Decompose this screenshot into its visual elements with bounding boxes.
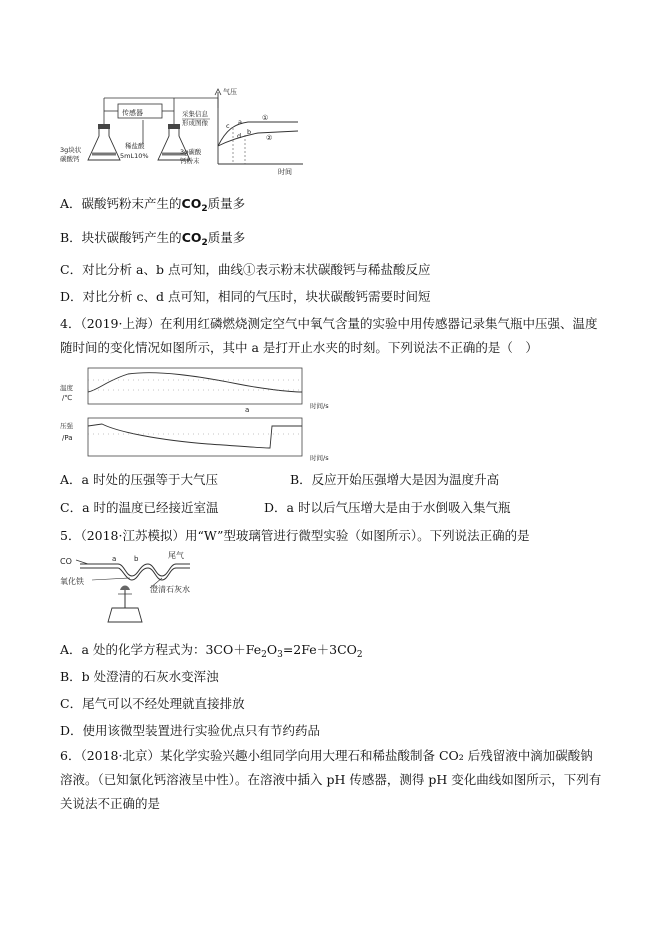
collect-label-2: 形成图像 [182, 119, 208, 127]
curve-1-label: ① [262, 114, 269, 122]
figure-sensor-apparatus [58, 78, 308, 178]
q5-option-c: C．尾气可以不经处理就直接排放 [60, 696, 245, 711]
q4-option-a: A．a 时处的压强等于大气压 [60, 472, 218, 487]
w-tube-co-label: CO [60, 557, 72, 566]
q4-option-c: C．a 时的温度已经接近室温 [60, 500, 219, 515]
w-tube-point-b: b [134, 555, 139, 563]
q5-stem: 5．（2018·江苏模拟）用“W”型玻璃管进行微型实验（如图所示）。下列说法正确的是 [60, 528, 530, 543]
q4-stem: 4．（2019·上海）在利用红磷燃烧测定空气中氧气含量的实验中用传感器记录集气瓶中压强、温度随时间的变化情况如图所示，其中 a 是打开止水夹的时刻。下列说法不正确的是（ ） [60, 316, 598, 355]
w-tube-limewater-label: 澄清石灰水 [150, 585, 190, 594]
q6-stem: 6．（2018·北京）某化学实验兴趣小组同学向用大理石和稀盐酸制备 CO₂ 后残留液中滴加碳酸钠溶液。（已知氯化钙溶液呈中性）。在溶液中插入 pH 传感器，测得 pH 变化曲线如图所示，下列有关说法不正确的是 [60, 748, 602, 811]
figure-temp-pressure-graphs [58, 362, 348, 462]
left-flask-label-2: 碳酸钙 [60, 155, 80, 163]
temp-axis-label-1: 温度 [60, 384, 73, 392]
sensor-label: 传感器 [122, 109, 143, 117]
graph-x-axis-label: 时间 [278, 168, 292, 176]
point-a-label: a [238, 118, 242, 126]
curve-2-label: ② [266, 134, 273, 142]
press-axis-label-1: 压强 [60, 422, 73, 430]
temp-axis-label-2: /℃ [62, 394, 73, 402]
q3-option-c: C．对比分析 a、b 点可知，曲线①表示粉末状碳酸钙与稀盐酸反应 [60, 262, 431, 277]
q3-option-a: A．碳酸钙粉末产生的$CO_2$质量多 [60, 196, 246, 214]
w-tube-point-a: a [112, 555, 117, 563]
w-tube-iron-oxide-label: 氧化铁 [60, 577, 84, 586]
point-d-label: d [237, 132, 242, 140]
graph-y-axis-label: 气压 [223, 88, 237, 96]
q3-option-d: D．对比分析 c、d 点可知，相同的气压时，块状碳酸钙需要时间短 [60, 289, 431, 304]
temp-time-label: 时间/s [310, 402, 329, 410]
right-flask-label-2: 钙粉末 [180, 157, 200, 165]
press-axis-label-2: /Pa [62, 434, 73, 442]
point-c-label: c [226, 122, 230, 130]
right-flask-label-1: 3g碳酸 [180, 148, 202, 156]
w-tube-tail-gas-label: 尾气 [168, 551, 184, 560]
q3-option-b: B．块状碳酸钙产生的$CO_2$质量多 [60, 230, 246, 248]
left-flask-label-1: 3g块状 [60, 146, 82, 154]
acid-label-2: 5mL10% [120, 152, 149, 160]
collect-label-1: 采集信息 [182, 110, 208, 118]
q5-option-b: B．b 处澄清的石灰水变浑浊 [60, 669, 219, 684]
press-time-label: 时间/s [310, 454, 329, 462]
q4-option-b: B．反应开始压强增大是因为温度升高 [290, 472, 500, 487]
temp-point-a: a [245, 406, 250, 414]
q5-option-a: A．a 处的化学方程式为：$3CO+Fe_2O_3=2Fe+3CO_2$ [60, 642, 363, 660]
q4-option-d: D．a 时以后气压增大是由于水倒吸入集气瓶 [264, 500, 511, 515]
point-b-label: b [247, 128, 252, 136]
acid-label-1: 稀盐酸 [125, 142, 145, 150]
figure-w-tube [58, 550, 238, 628]
q5-option-d: D．使用该微型装置进行实验优点只有节约药品 [60, 723, 321, 738]
